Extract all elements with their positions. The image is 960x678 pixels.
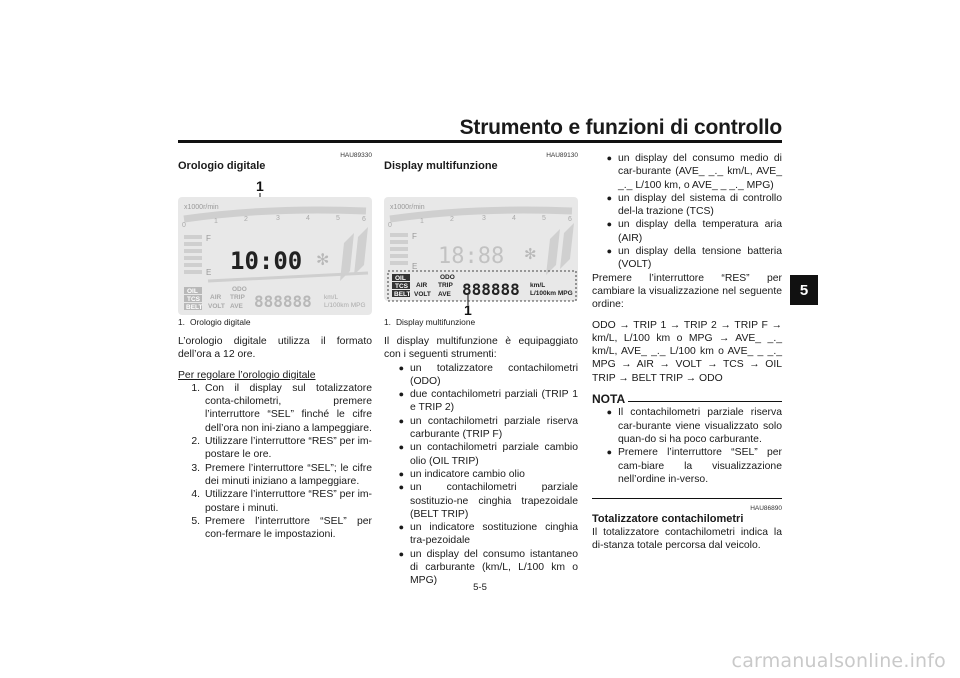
tcs-badge: TCS — [187, 296, 200, 303]
list-item: ● un display della tensione batteria (VOLT) — [606, 246, 782, 271]
odometer-digits: 888888 — [462, 280, 520, 299]
page-number: 5-5 — [473, 582, 487, 593]
rpm-tick: 6 — [568, 216, 572, 223]
list-item: ● Premere l’interruttore “SEL” per cam-biare la visualizzazione nell’ordine in-verso. — [606, 447, 782, 485]
intro-paragraph: Il display multifunzione è equipaggiato con i seguenti strumenti: — [384, 336, 578, 361]
list-item: ● un display del consumo medio di car-burante (AVE_ _._ km/L, AVE_ _._ L/100 km, o AVE_ _ _._ MPG) — [606, 153, 782, 191]
rpm-tick: 3 — [482, 215, 486, 222]
rpm-tick: 4 — [306, 215, 310, 222]
list-item: ● un contachilometri parziale cambio olio (OIL TRIP) — [398, 442, 578, 467]
header-rule — [178, 140, 782, 143]
volt-label: VOLT — [414, 291, 431, 298]
clock-readout: 10:00 — [230, 247, 303, 275]
multifunction-display-figure — [384, 177, 578, 315]
odo-label: ODO — [232, 286, 247, 293]
subheading: Per regolare l’orologio digitale — [178, 369, 316, 381]
rpm-tick: 3 — [276, 215, 280, 222]
units-label: L/100km MPG — [324, 302, 366, 309]
nota-end-rule — [592, 498, 782, 499]
ave-label: AVE — [438, 291, 451, 298]
column-1 — [178, 152, 372, 541]
fuel-full-label: F — [412, 232, 417, 241]
watermark: carmanualsonline.info — [731, 650, 946, 672]
rpm-tick: 4 — [512, 215, 516, 222]
rpm-label: x1000r/min — [390, 204, 425, 211]
ave-label: AVE — [230, 303, 243, 310]
display-order-sequence: ODO → TRIP 1 → TRIP 2 → TRIP F → km/L, L/100 km o MPG → AVE_ _._ km/L, AVE_ _._ L/100 km o AVE_ _ _._ MPG → AIR → VOLT → TCS → OIL TRIP → BELT TRIP → ODO — [592, 319, 782, 384]
rpm-tick: 2 — [450, 216, 454, 223]
list-item: 5. Premere l’interruttore “SEL” per con-fermare le impostazioni. — [191, 515, 372, 541]
nota-heading — [592, 393, 782, 406]
rpm-tick: 6 — [362, 216, 366, 223]
rpm-tick: 2 — [244, 216, 248, 223]
list-item: ● un contachilometri parziale sostituzio-ne cinghia trapezoidale (BELT TRIP) — [398, 482, 578, 520]
snowflake-icon: ✻ — [316, 250, 330, 269]
callout-number: 1 — [464, 302, 472, 315]
list-item: 3. Premere l’interruttore “SEL”; le cifre dei minuti iniziano a lampeggiare. — [191, 462, 372, 487]
section-code: HAU89130 — [546, 152, 578, 159]
steps-list — [178, 382, 372, 542]
callout-number: 1 — [256, 178, 264, 194]
units-label: km/L — [324, 294, 339, 301]
list-item: 1. Con il display sul totalizzatore conta-chilometri, premere l’interruttore “SEL” finché le cifre dell’ora non ini-ziano a lampeggiare. — [191, 382, 372, 434]
page-header-title: Strumento e funzioni di controllo — [459, 116, 782, 139]
tcs-badge: TCS — [395, 283, 408, 290]
oil-badge: OIL — [187, 288, 198, 295]
air-label: AIR — [210, 294, 222, 301]
list-item: ● un indicatore cambio olio — [398, 468, 525, 480]
odometer-paragraph: Il totalizzatore contachilometri indica la di-stanza totale percorsa dal veicolo. — [592, 527, 782, 552]
list-item: ● un display della temperatura aria (AIR) — [606, 219, 782, 244]
volt-label: VOLT — [208, 303, 225, 310]
column-2 — [384, 152, 578, 588]
odometer-digits: 888888 — [254, 292, 312, 311]
air-label: AIR — [416, 282, 428, 289]
list-item: ● un contachilometri parziale riserva carburante (TRIP F) — [398, 415, 578, 441]
oil-badge: OIL — [395, 275, 406, 282]
section-title: Display multifunzione — [384, 160, 498, 172]
rpm-tick: 0 — [182, 222, 186, 229]
section-code: HAU86890 — [750, 505, 782, 513]
fuel-empty-label: E — [412, 262, 418, 271]
nota-rule — [628, 401, 782, 402]
instrument-list — [384, 362, 578, 588]
nota-list — [592, 406, 782, 486]
display-order-intro: Premere l’interruttore “RES” per cambiare la visualizzazione nel seguente ordine: — [592, 272, 782, 311]
list-item: ● due contachilometri parziali (TRIP 1 e TRIP 2) — [398, 389, 578, 414]
list-item: ● un indicatore sostituzione cinghia tra-pezoidale — [398, 522, 578, 547]
fuel-empty-label: E — [206, 268, 212, 277]
rpm-tick: 5 — [542, 215, 546, 222]
clock-readout: 18:88 — [438, 244, 505, 269]
rpm-tick: 5 — [336, 215, 340, 222]
units-label: km/L — [530, 282, 546, 289]
intro-paragraph: L’orologio digitale utilizza il formato dell’ora a 12 ore. — [178, 336, 372, 361]
snowflake-icon: ✻ — [524, 245, 537, 263]
list-item: ● un display del consumo istantaneo di carburante (km/L, L/100 km o MPG) — [398, 548, 578, 587]
list-item: ● un display del sistema di controllo del-la trazione (TCS) — [606, 192, 782, 218]
digital-clock-figure — [178, 177, 372, 315]
rpm-label: x1000r/min — [184, 204, 219, 211]
chapter-tab: 5 — [790, 275, 818, 305]
trip-label: TRIP — [230, 294, 245, 301]
list-item: ● Il contachilometri parziale riserva car-burante viene visualizzato solo quan-do si ha poco carburante. — [606, 407, 782, 445]
nota-label: NOTA — [592, 392, 626, 407]
section-title: Orologio digitale — [178, 160, 266, 172]
list-item: 2. Utilizzare l’interruttore “RES” per im-postare le ore. — [191, 436, 372, 461]
odo-label: ODO — [440, 274, 455, 281]
section-code: HAU89330 — [340, 152, 372, 159]
belt-badge: BELT — [394, 291, 411, 298]
section-title: Totalizzatore contachilometri — [592, 513, 744, 526]
trip-label: TRIP — [438, 282, 453, 289]
rpm-tick: 1 — [214, 218, 218, 225]
list-item: 4. Utilizzare l’interruttore “RES” per im-postare i minuti. — [191, 489, 372, 514]
rpm-tick: 1 — [420, 218, 424, 225]
fuel-full-label: F — [206, 234, 211, 243]
instrument-list-continued — [592, 152, 782, 272]
figure-caption: 1. Display multifunzione — [384, 317, 476, 327]
rpm-tick: 0 — [388, 222, 392, 229]
list-item: ● un totalizzatore contachilometri (ODO) — [398, 362, 578, 387]
column-3 — [592, 152, 782, 553]
dashboard-display-illustration — [384, 177, 578, 315]
units-label: L/100km MPG — [530, 290, 573, 297]
figure-caption: 1. Orologio digitale — [178, 317, 251, 327]
dashboard-display-illustration — [178, 177, 372, 315]
belt-badge: BELT — [186, 304, 203, 311]
